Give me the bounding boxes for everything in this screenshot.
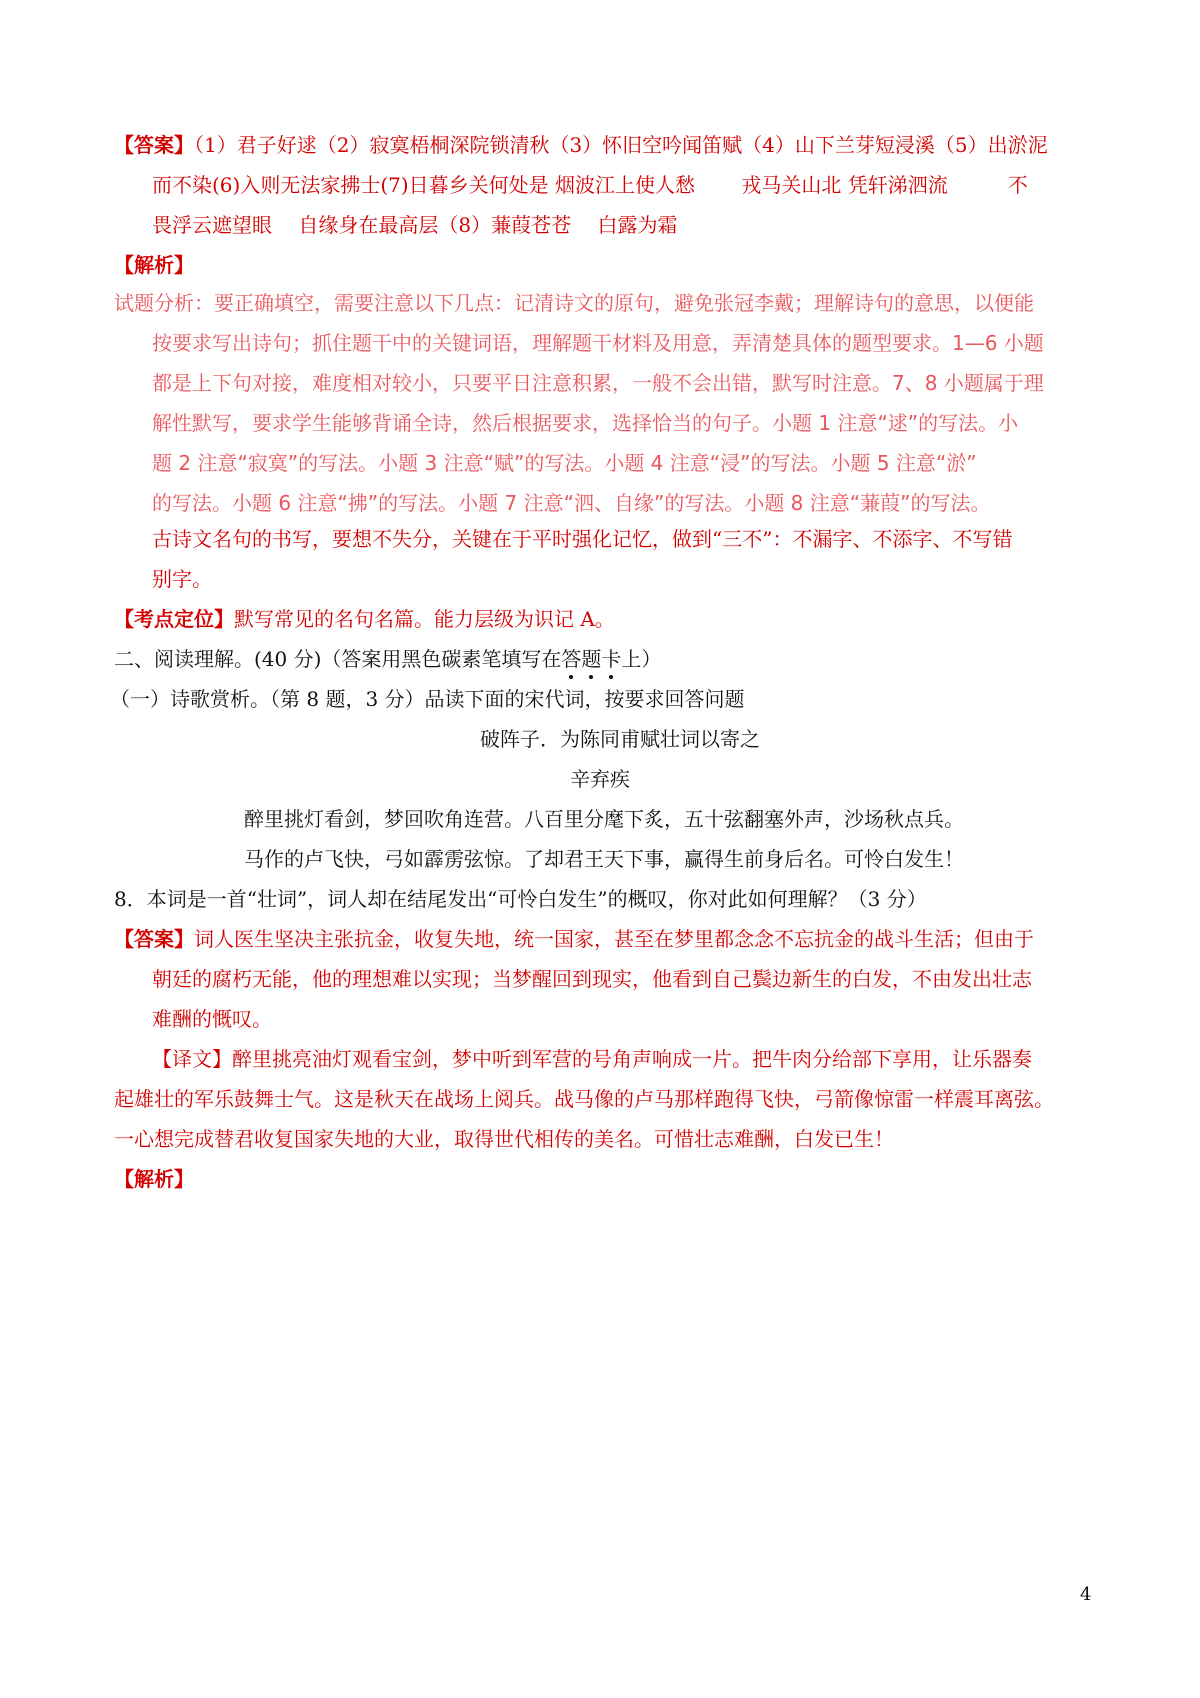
translation-line-2: 起雄壮的军乐鼓舞士气。这是秋天在战场上阅兵。战马像的卢马那样跑得飞快，弓箭像惊雷一样震耳离弦。 — [114, 1087, 1054, 1111]
analysis-1-line-3: 都是上下句对接，难度相对较小，只要平日注意积累，一般不会出错，默写时注意。7、8 小题属于理 — [152, 371, 1044, 395]
poem-line-2: 马作的卢飞快，弓如霹雳弦惊。了却君王天下事，赢得生前身后名。可怜白发生！ — [244, 847, 964, 871]
analysis-1-line-6: 的写法。小题 6 注意“拂”的写法。小题 7 注意“泗、自缘”的写法。小题 8 注意“蒹葭”的写法。 — [152, 491, 991, 515]
answer-2-line-3: 难酬的慨叹。 — [152, 1007, 272, 1031]
answer-label: 【答案】 — [114, 133, 194, 157]
emphasis-dot — [609, 675, 613, 679]
answer-1-line-2: 而不染(6)入则无法家拂士(7)日暮乡关何处是 烟波江上使人愁 戎马关山北 凭轩涕泗流 不 — [152, 173, 1028, 197]
section-2-heading: 二、阅读理解。(40 分)（答案用黑色碳素笔填写在答题卡 上） — [114, 646, 661, 672]
question-8: 8．本词是一首“壮词”，词人却在结尾发出“可怜白发生”的概叹，你对此如何理解？（3 分） — [114, 887, 927, 911]
analysis-1-line-4: 解性默写，要求学生能够背诵全诗，然后根据要求，选择恰当的句子。小题 1 注意“逑”的写法。小 — [152, 411, 1019, 435]
emphasis-dot — [589, 675, 593, 679]
answer-1-line-1: 【答案】（1）君子好逑（2）寂寞梧桐深院锁清秋（3）怀旧空吟闻笛赋（4）山下兰芽短浸溪（5）出淤泥 — [114, 133, 1048, 157]
poem-author: 辛弃疾 — [570, 767, 630, 791]
poem-title: 破阵子．为陈同甫赋壮词以寄之 — [480, 727, 760, 751]
analysis-label: 【解析】 — [114, 253, 194, 277]
emphasis-dotted-text: 答题卡 — [561, 647, 621, 671]
section-2-subheading: （一）诗歌赏析。（第 8 题，3 分）品读下面的宋代词，按要求回答问题 — [110, 687, 745, 711]
analysis-label: 【解析】 — [114, 1167, 194, 1191]
analysis-1-line-1: 试题分析：要正确填空，需要注意以下几点：记清诗文的原句，避免张冠李戴；理解诗句的意思，以便能 — [114, 291, 1034, 315]
answer-2-line-1: 【答案】词人医生坚决主张抗金，收复失地，统一国家，甚至在梦里都念念不忘抗金的战斗生活；但由于 — [114, 927, 1034, 951]
answer-label: 【答案】 — [114, 927, 194, 951]
answer-2-line-2: 朝廷的腐朽无能，他的理想难以实现；当梦醒回到现实，他看到自己鬓边新生的白发，不由发出壮志 — [152, 967, 1032, 991]
analysis-1-extra-line-1: 古诗文名句的书写，要想不失分，关键在于平时强化记忆，做到“三不”：不漏字、不添字、不写错 — [152, 527, 1013, 551]
emphasis-dot — [569, 675, 573, 679]
poem-line-1: 醉里挑灯看剑，梦回吹角连营。八百里分麾下炙，五十弦翻塞外声，沙场秋点兵。 — [244, 807, 964, 831]
kaodian-line: 【考点定位】默写常见的名句名篇。能力层级为识记 A。 — [114, 607, 615, 631]
page-number: 4 — [1080, 1584, 1092, 1605]
answer-1-line-3: 畏浮云遮望眼 自缘身在最高层（8）蒹葭苍苍 白露为霜 — [152, 213, 678, 237]
analysis-1-extra-line-2: 别字。 — [152, 567, 212, 591]
analysis-1-line-5: 题 2 注意“寂寞”的写法。小题 3 注意“赋”的写法。小题 4 注意“浸”的写法。小题 5 注意“淤” — [152, 451, 977, 475]
analysis-1-line-2: 按要求写出诗句；抓住题干中的关键词语，理解题干材料及用意，弄清楚具体的题型要求。1—6 小题 — [152, 331, 1044, 355]
translation-label: 【译文】 — [152, 1047, 232, 1071]
kaodian-label: 【考点定位】 — [114, 607, 234, 631]
translation-line-1: 【译文】醉里挑亮油灯观看宝剑，梦中听到军营的号角声响成一片。把牛肉分给部下享用，让乐器奏 — [152, 1047, 1032, 1071]
translation-line-3: 一心想完成替君收复国家失地的大业，取得世代相传的美名。可惜壮志难酬，白发已生！ — [114, 1127, 894, 1151]
